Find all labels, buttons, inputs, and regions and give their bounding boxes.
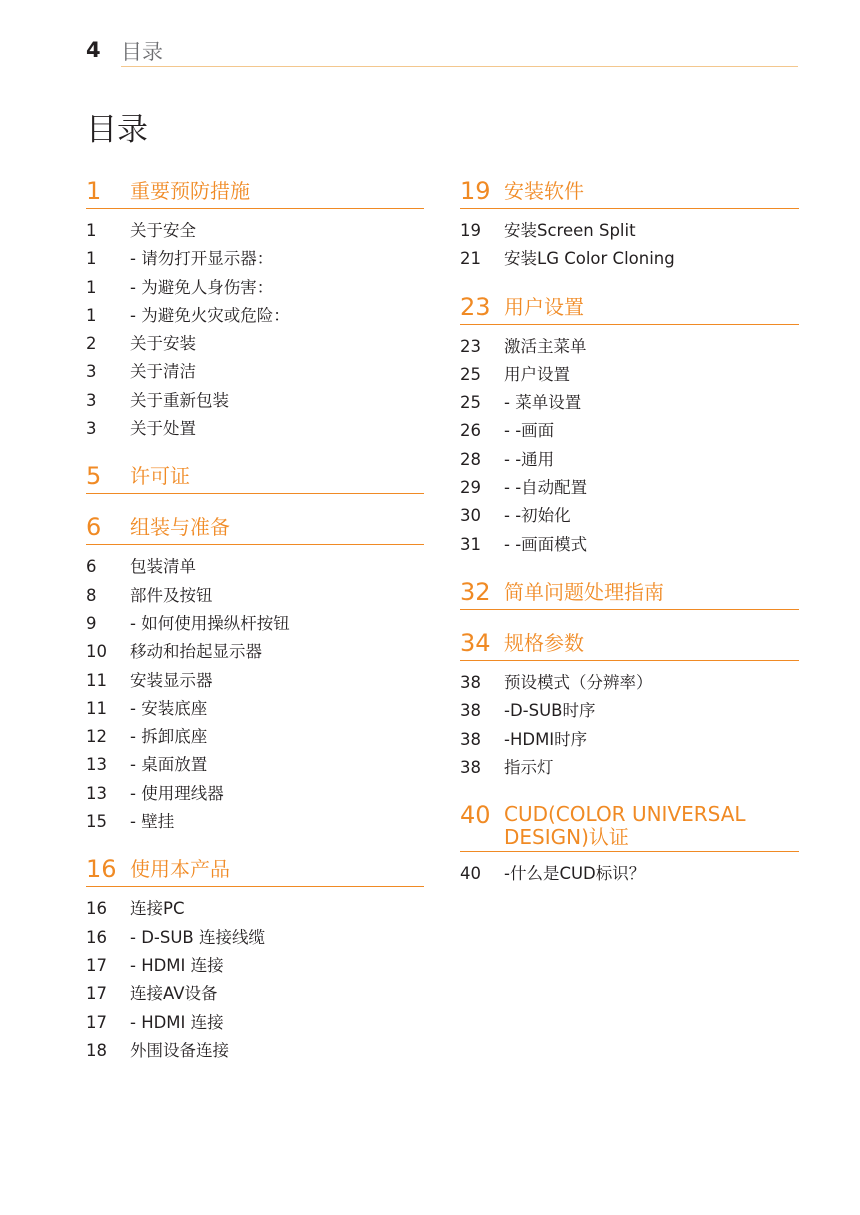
entry-text: - HDMI 连接 xyxy=(130,1012,224,1032)
header-rule xyxy=(121,66,798,67)
toc-section xyxy=(86,512,424,836)
section-title: CUD(COLOR UNIVERSAL DESIGN)认证 xyxy=(504,802,746,850)
entry-text: 连接AV设备 xyxy=(130,984,218,1004)
toc-entry[interactable] xyxy=(86,723,424,751)
section-title: 安装软件 xyxy=(504,179,584,203)
entry-text: - 请勿打开显示器： xyxy=(130,249,274,269)
section-title: 组装与准备 xyxy=(130,515,230,540)
entry-text: - 壁挂 xyxy=(130,812,175,832)
entry-page-number: 17 xyxy=(86,984,107,1004)
toc-entry[interactable] xyxy=(86,780,424,808)
toc-entry[interactable] xyxy=(460,697,799,725)
entry-page-number: 1 xyxy=(86,249,97,269)
section-heading[interactable] xyxy=(460,176,799,209)
toc-entry[interactable] xyxy=(86,751,424,779)
toc-entry[interactable] xyxy=(86,387,424,415)
section-number: 5 xyxy=(86,462,102,491)
entry-page-number: 3 xyxy=(86,362,97,382)
toc-entry[interactable] xyxy=(86,808,424,836)
section-title: 使用本产品 xyxy=(130,857,230,882)
entry-text: - -初始化 xyxy=(504,506,571,526)
entry-text: -HDMI时序 xyxy=(504,729,588,749)
entry-page-number: 16 xyxy=(86,899,107,919)
entry-text: - 桌面放置 xyxy=(130,755,208,775)
entry-page-number: 38 xyxy=(460,701,481,721)
entry-text: - 如何使用操纵杆按钮 xyxy=(130,613,290,633)
section-heading[interactable] xyxy=(86,176,424,209)
entry-page-number: 18 xyxy=(86,1040,107,1060)
entry-page-number: 17 xyxy=(86,955,107,975)
entry-page-number: 23 xyxy=(460,336,481,356)
entry-text: - 拆卸底座 xyxy=(130,727,208,747)
header-title: 目录 xyxy=(121,40,163,64)
page-number: 4 xyxy=(86,38,101,62)
entry-page-number: 16 xyxy=(86,927,107,947)
entry-page-number: 26 xyxy=(460,421,481,441)
section-title: 许可证 xyxy=(130,464,190,489)
section-heading[interactable] xyxy=(460,800,799,852)
toc-entry[interactable] xyxy=(460,389,799,417)
entry-text: - 菜单设置 xyxy=(504,393,582,413)
toc-entry[interactable] xyxy=(460,245,799,273)
entry-text: 安装LG Color Cloning xyxy=(504,249,675,269)
toc-entry[interactable] xyxy=(86,895,424,923)
entry-text: - D-SUB 连接线缆 xyxy=(130,927,265,947)
entry-page-number: 38 xyxy=(460,672,481,692)
entry-page-number: 25 xyxy=(460,364,481,384)
toc-entry[interactable] xyxy=(86,415,424,443)
entry-page-number: 30 xyxy=(460,506,481,526)
toc-entry[interactable] xyxy=(460,446,799,474)
toc-section xyxy=(460,292,799,559)
entry-page-number: 28 xyxy=(460,449,481,469)
entry-page-number: 38 xyxy=(460,729,481,749)
entry-text: 关于重新包装 xyxy=(130,390,229,410)
entry-text: -什么是CUD标识？ xyxy=(504,864,646,884)
entry-page-number: 3 xyxy=(86,419,97,439)
entry-page-number: 3 xyxy=(86,390,97,410)
entry-page-number: 29 xyxy=(460,478,481,498)
toc-entry[interactable] xyxy=(86,553,424,581)
toc-entry[interactable] xyxy=(460,860,799,888)
entry-page-number: 1 xyxy=(86,277,97,297)
section-title: 重要预防措施 xyxy=(130,179,250,203)
entry-page-number: 19 xyxy=(460,221,481,240)
entry-text: 安装Screen Split xyxy=(504,221,636,240)
toc-entry[interactable] xyxy=(460,417,799,445)
entry-text: 移动和抬起显示器 xyxy=(130,642,262,662)
entry-page-number: 13 xyxy=(86,783,107,803)
toc-left-column xyxy=(86,176,424,1083)
entry-text: 关于处置 xyxy=(130,419,196,439)
entry-text: - -画面 xyxy=(504,421,555,441)
toc-section xyxy=(86,854,424,1065)
toc-entry[interactable] xyxy=(86,245,424,273)
entry-text: -D-SUB时序 xyxy=(504,701,596,721)
toc-entry[interactable] xyxy=(460,217,799,245)
toc-entry[interactable] xyxy=(86,980,424,1008)
toc-entry[interactable] xyxy=(86,217,424,245)
entry-text: 指示灯 xyxy=(504,757,554,777)
toc-entry[interactable] xyxy=(460,474,799,502)
toc-section xyxy=(86,176,424,443)
page-header xyxy=(86,34,798,68)
toc-entry[interactable] xyxy=(86,610,424,638)
entry-text: - -画面模式 xyxy=(504,534,588,554)
toc-entry[interactable] xyxy=(86,695,424,723)
entry-page-number: 40 xyxy=(460,864,481,884)
entry-page-number: 31 xyxy=(460,534,481,554)
toc-entry[interactable] xyxy=(86,274,424,302)
entry-text: - 为避免人身伤害： xyxy=(130,277,274,297)
section-heading[interactable] xyxy=(460,577,799,610)
entry-text: 关于安装 xyxy=(130,334,196,354)
section-heading[interactable] xyxy=(460,628,799,661)
entry-text: 外围设备连接 xyxy=(130,1040,229,1060)
section-number: 40 xyxy=(460,801,491,830)
section-title: 用户设置 xyxy=(504,294,584,319)
entry-page-number: 8 xyxy=(86,585,97,605)
entry-text: 用户设置 xyxy=(504,364,570,384)
entry-text: 预设模式（分辨率） xyxy=(504,672,653,692)
entry-page-number: 12 xyxy=(86,727,107,747)
section-title: 规格参数 xyxy=(504,630,584,655)
toc-entry[interactable] xyxy=(460,361,799,389)
entry-page-number: 1 xyxy=(86,221,97,240)
entry-page-number: 15 xyxy=(86,812,107,832)
entry-text: - -通用 xyxy=(504,449,555,469)
section-number: 6 xyxy=(86,513,102,542)
toc-entry[interactable] xyxy=(460,754,799,782)
entry-page-number: 38 xyxy=(460,757,481,777)
toc-entry[interactable] xyxy=(86,358,424,386)
section-heading[interactable] xyxy=(86,461,424,494)
entry-page-number: 9 xyxy=(86,613,97,633)
toc-section xyxy=(460,176,799,274)
section-number: 23 xyxy=(460,292,491,321)
toc-entry[interactable] xyxy=(86,302,424,330)
toc-entry[interactable] xyxy=(460,531,799,559)
entry-page-number: 25 xyxy=(460,393,481,413)
entry-page-number: 6 xyxy=(86,557,97,577)
section-number: 19 xyxy=(460,177,491,205)
toc-entry[interactable] xyxy=(86,638,424,666)
entry-text: 关于清洁 xyxy=(130,362,196,382)
entry-text: - -自动配置 xyxy=(504,478,588,498)
entry-text: - 为避免火灾或危险： xyxy=(130,305,290,325)
section-number: 34 xyxy=(460,628,491,657)
toc-entry[interactable] xyxy=(86,952,424,980)
toc-entry[interactable] xyxy=(460,726,799,754)
section-heading[interactable] xyxy=(460,292,799,325)
entry-text: 部件及按钮 xyxy=(130,585,213,605)
entry-text: - 安装底座 xyxy=(130,698,208,718)
entry-text: - HDMI 连接 xyxy=(130,955,224,975)
entry-page-number: 21 xyxy=(460,249,481,269)
entry-text: 关于安全 xyxy=(130,221,196,240)
section-number: 1 xyxy=(86,177,102,205)
entry-page-number: 17 xyxy=(86,1012,107,1032)
page-title: 目录 xyxy=(86,112,148,148)
toc-entry[interactable] xyxy=(86,667,424,695)
toc-entry[interactable] xyxy=(86,582,424,610)
toc-entry[interactable] xyxy=(460,333,799,361)
entry-text: 安装显示器 xyxy=(130,670,213,690)
entry-page-number: 10 xyxy=(86,642,107,662)
entry-page-number: 13 xyxy=(86,755,107,775)
entry-text: 连接PC xyxy=(130,899,185,919)
toc-entry[interactable] xyxy=(86,1037,424,1065)
section-number: 16 xyxy=(86,855,117,884)
toc-section xyxy=(460,800,799,888)
section-number: 32 xyxy=(460,577,491,606)
entry-page-number: 11 xyxy=(86,698,107,718)
section-title: 简单问题处理指南 xyxy=(504,579,664,604)
entry-text: - 使用理线器 xyxy=(130,783,224,803)
entry-text: 激活主菜单 xyxy=(504,336,587,356)
entry-page-number: 1 xyxy=(86,305,97,325)
toc-section xyxy=(460,577,799,610)
entry-text: 包装清单 xyxy=(130,557,196,577)
entry-page-number: 2 xyxy=(86,334,97,354)
section-heading[interactable] xyxy=(86,512,424,545)
entry-page-number: 11 xyxy=(86,670,107,690)
toc-section xyxy=(460,628,799,782)
toc-entry[interactable] xyxy=(86,924,424,952)
toc-entry[interactable] xyxy=(86,1009,424,1037)
toc-entry[interactable] xyxy=(460,669,799,697)
toc-entry[interactable] xyxy=(86,330,424,358)
section-heading[interactable] xyxy=(86,854,424,887)
toc-section xyxy=(86,461,424,494)
toc-right-column xyxy=(460,176,799,906)
toc-entry[interactable] xyxy=(460,502,799,530)
